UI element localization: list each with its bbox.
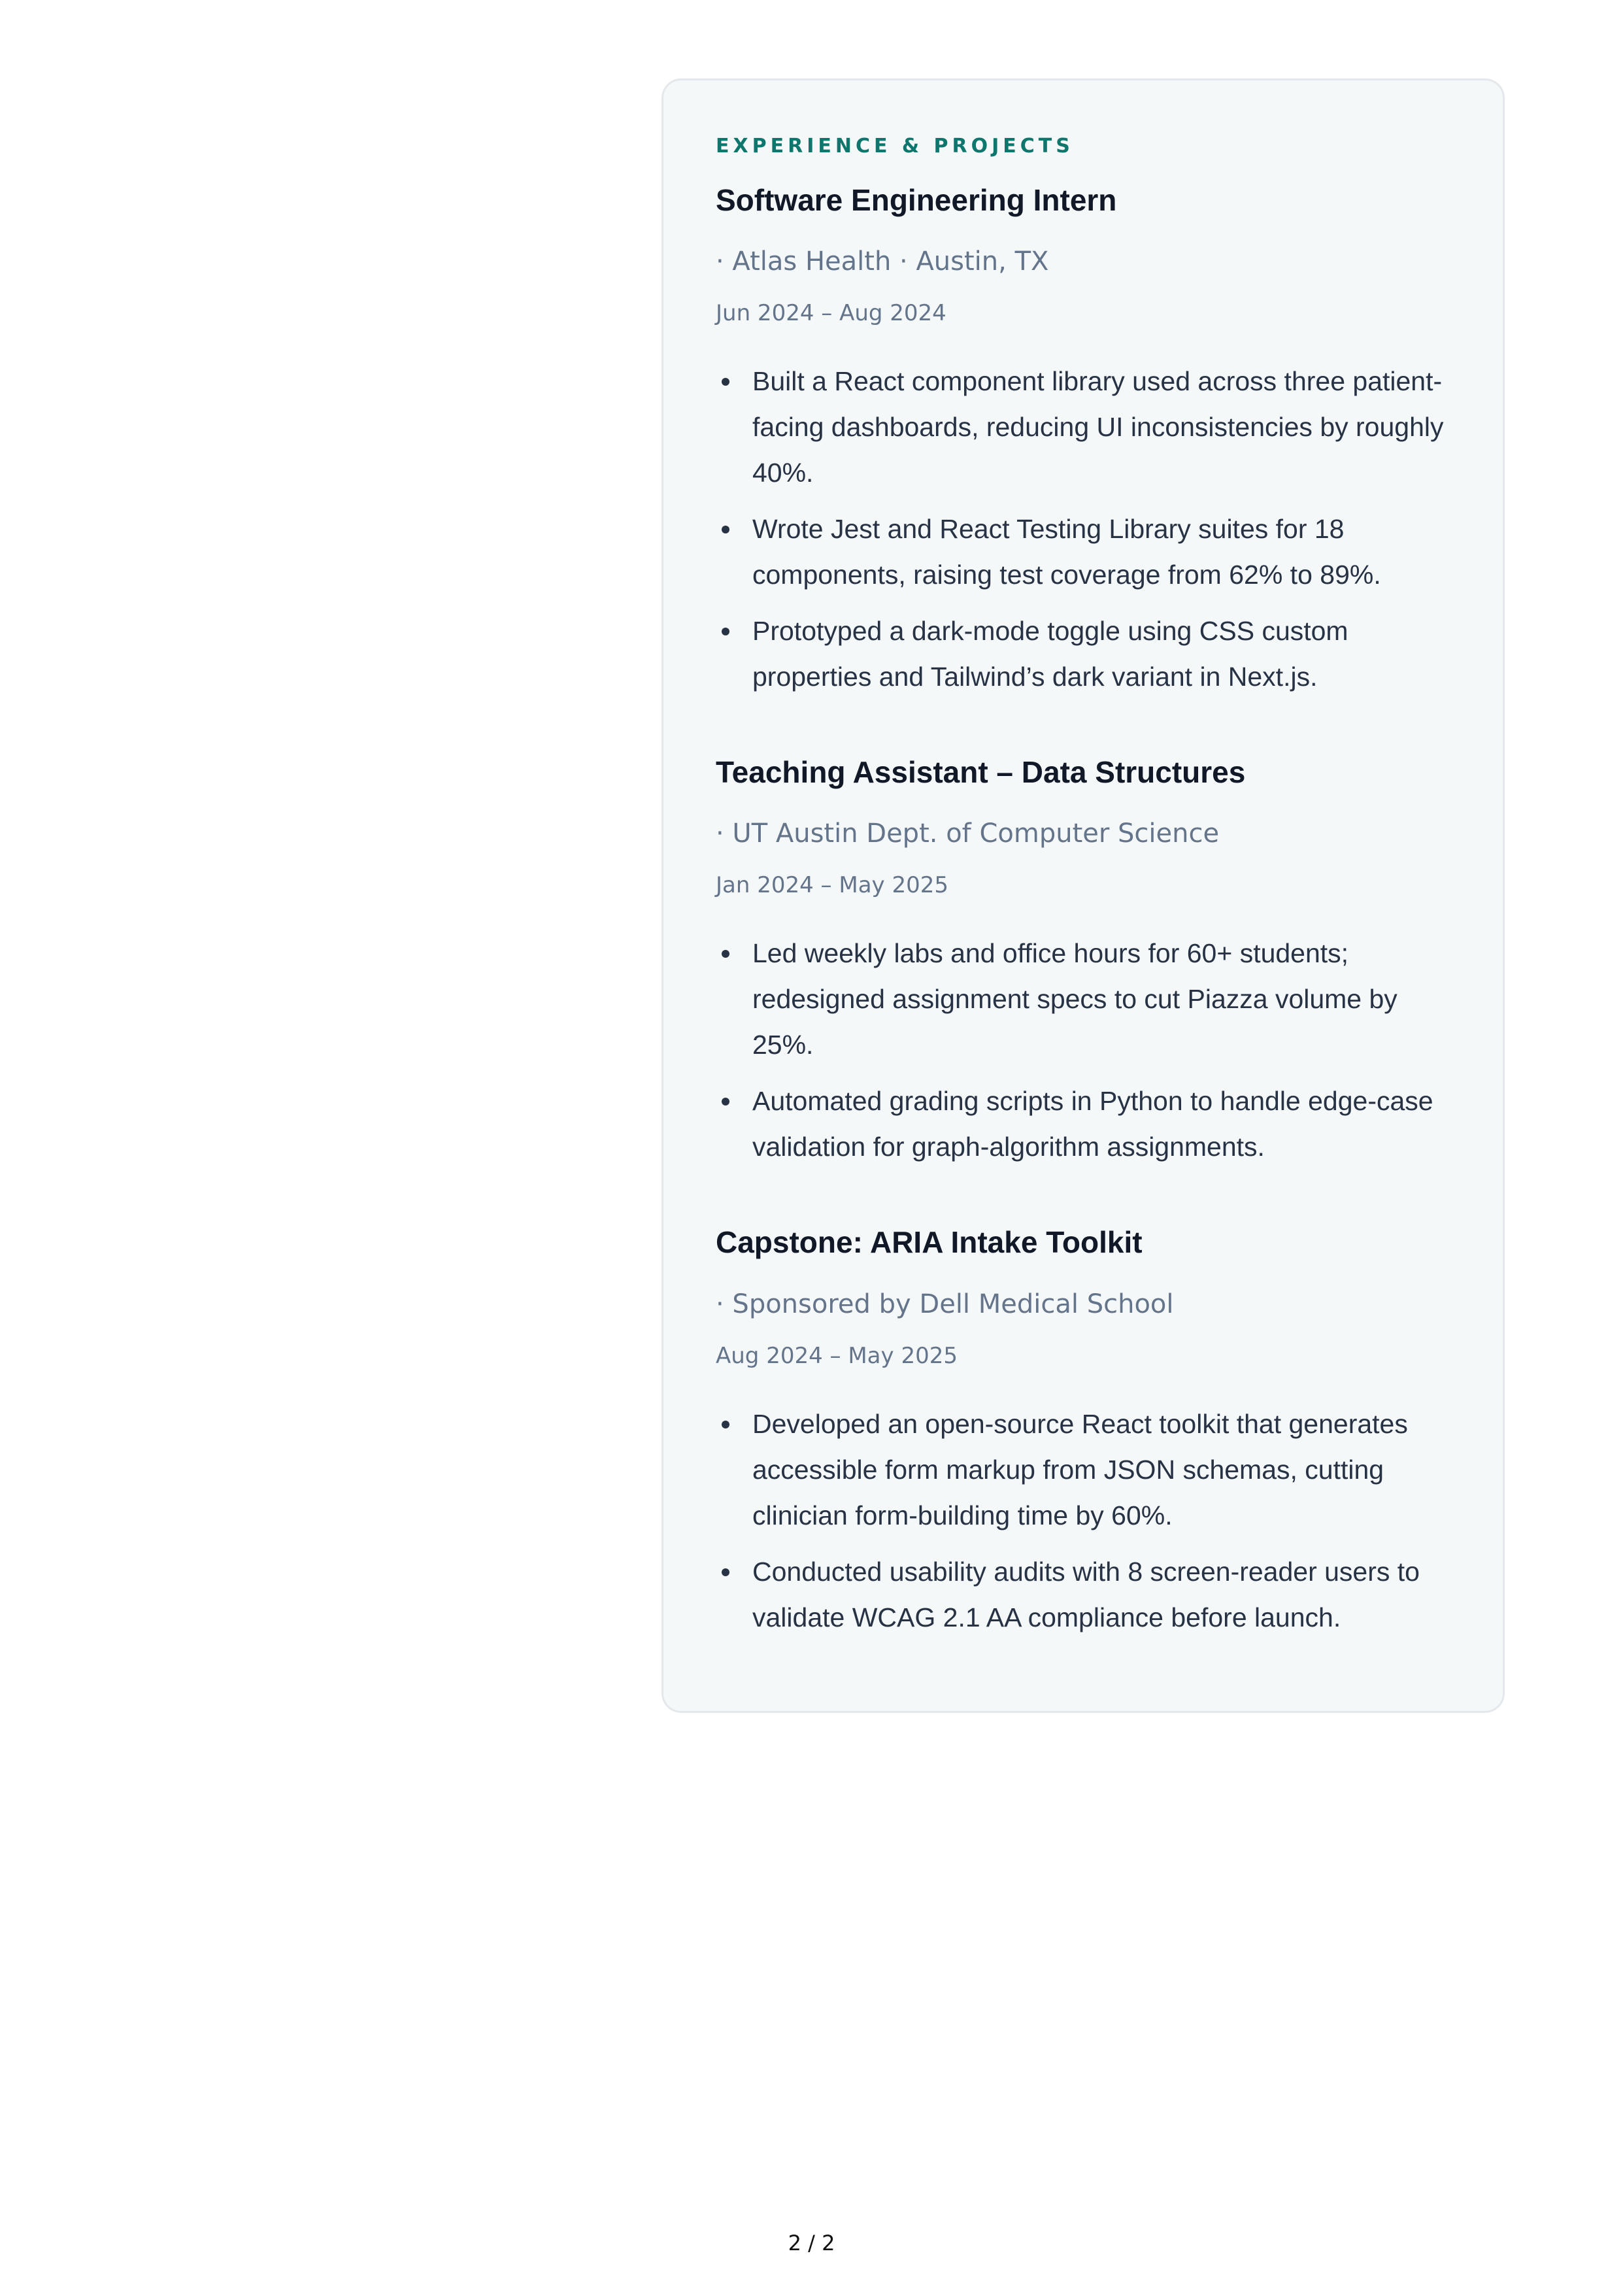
bullet-text: Conducted usability audits with 8 screen-reader users to validate WCAG 2.1 AA compliance before launch.	[752, 1556, 1420, 1632]
date-range: Aug 2024 – May 2025	[716, 1342, 958, 1369]
bullet-text: Wrote Jest and React Testing Library suites for 18 components, raising test coverage from 62% to 89%.	[752, 514, 1381, 590]
bullet-text: Led weekly labs and office hours for 60+ students; redesigned assignment specs to cut Piazza volume by 25%.	[752, 938, 1397, 1060]
date-range: Jan 2024 – May 2025	[716, 872, 948, 899]
bullet-dot-icon	[722, 950, 729, 958]
bullet-list	[716, 358, 1452, 700]
role-title: Capstone: ARIA Intake Toolkit	[716, 1225, 1143, 1260]
bullet-item	[716, 358, 1452, 496]
bullet-text: Developed an open-source React toolkit that generates accessible form markup from JSON schemas, cutting clinician form-building time by 60%.	[752, 1408, 1408, 1530]
experience-entry	[716, 182, 1452, 700]
bullet-text: Built a React component library used across three patient-facing dashboards, reducing UI inconsistencies by roughly 40%.	[752, 366, 1444, 488]
bullet-item	[716, 1401, 1452, 1538]
bullet-dot-icon	[722, 526, 729, 533]
experience-projects-card	[661, 78, 1505, 1713]
bullet-dot-icon	[722, 1098, 729, 1106]
bullet-dot-icon	[722, 628, 729, 635]
organization: · UT Austin Dept. of Computer Science	[716, 819, 1220, 849]
page-number: 2 / 2	[788, 2231, 835, 2255]
experience-entry	[716, 754, 1452, 1170]
bullet-item	[716, 506, 1452, 598]
bullet-text: Automated grading scripts in Python to handle edge-case validation for graph-algorithm assignments.	[752, 1086, 1433, 1162]
bullet-item	[716, 930, 1452, 1068]
organization: · Atlas Health · Austin, TX	[716, 246, 1049, 277]
bullet-list	[716, 930, 1452, 1170]
bullet-item	[716, 608, 1452, 700]
bullet-item	[716, 1078, 1452, 1170]
bullet-item	[716, 1549, 1452, 1640]
section-title: EXPERIENCE & PROJECTS	[716, 135, 1074, 158]
bullet-text: Prototyped a dark-mode toggle using CSS custom properties and Tailwind’s dark variant in Next.js.	[752, 616, 1348, 692]
bullet-dot-icon	[722, 1568, 729, 1576]
bullet-dot-icon	[722, 1421, 729, 1428]
bullet-list	[716, 1401, 1452, 1640]
organization: · Sponsored by Dell Medical School	[716, 1289, 1174, 1319]
bullet-dot-icon	[722, 378, 729, 386]
role-title: Software Engineering Intern	[716, 183, 1117, 217]
date-range: Jun 2024 – Aug 2024	[716, 300, 946, 327]
role-title: Teaching Assistant – Data Structures	[716, 755, 1246, 790]
project-entry	[716, 1224, 1452, 1640]
